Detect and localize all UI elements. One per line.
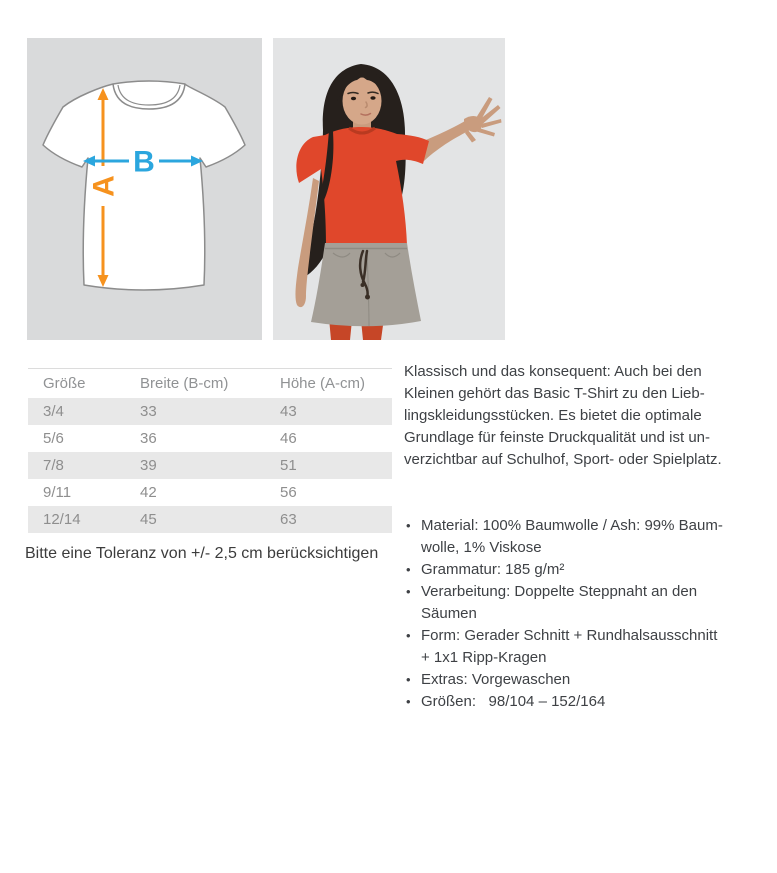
drawstring-bead-1 [365, 295, 370, 300]
feature-line: Verarbeitung: Doppelte Steppnaht an den [421, 583, 698, 600]
tolerance-note: Bitte eine Toleranz von +/- 2,5 cm berücksichtigen [25, 545, 379, 562]
column-header-groesse: Größe [28, 369, 125, 399]
table-cell-height: 56 [265, 479, 392, 506]
description-line: verzichtbar auf Schulhof, Sport- oder Spielplatz. [404, 451, 722, 468]
column-header-breite: Breite (B-cm) [125, 369, 265, 399]
description-line: Kleinen gehört das Basic T-Shirt zu den Lieb- [404, 385, 705, 402]
drawstring-bead-2 [361, 283, 365, 287]
description-line: Grundlage für feinste Druckqualität und ist un- [404, 429, 710, 446]
table-cell-width: 39 [125, 452, 265, 479]
feature-line: Form: Gerader Schnitt + Rundhalsausschnitt [421, 627, 718, 644]
feature-line: Material: 100% Baumwolle / Ash: 99% Baum- [421, 517, 723, 534]
bullet-dot: • [406, 694, 411, 709]
arrow-b-line-right [159, 160, 193, 163]
feature-item-verarbeitung [404, 581, 769, 625]
column-header-hoehe: Höhe (A-cm) [265, 369, 392, 399]
table-cell-width: 36 [125, 425, 265, 452]
bullet-dot: • [406, 518, 411, 533]
feature-item-extras [404, 669, 769, 691]
table-cell-size: 3/4 [28, 398, 125, 425]
left-eye [351, 97, 356, 100]
feature-item-grammatur [404, 559, 769, 581]
description-intro [404, 361, 769, 471]
feature-item-material [404, 515, 769, 559]
bullet-dot: • [406, 672, 411, 687]
table-cell-height: 51 [265, 452, 392, 479]
feature-line: Größen: 98/104 – 152/164 [421, 693, 606, 710]
table-cell-width: 42 [125, 479, 265, 506]
feature-line: Grammatur: 185 g/m² [421, 561, 565, 578]
feature-line: Extras: Vorgewaschen [421, 671, 571, 688]
table-cell-size: 5/6 [28, 425, 125, 452]
size-diagram-panel [27, 38, 262, 340]
feature-line: wolle, 1% Viskose [421, 539, 542, 556]
label-a: A [87, 175, 121, 197]
arrow-b-line-left [93, 160, 129, 163]
product-description [404, 361, 769, 713]
table-row [28, 398, 392, 425]
table-row [28, 506, 392, 533]
size-diagram [27, 38, 262, 340]
denim-skirt [311, 243, 421, 326]
description-line: Klassisch und das konsequent: Auch bei den [404, 363, 702, 380]
size-table [28, 368, 392, 533]
table-row [28, 425, 392, 452]
arrow-a-line-bottom [102, 206, 105, 278]
table-cell-width: 33 [125, 398, 265, 425]
product-photo-panel [273, 38, 505, 340]
feature-item-form [404, 625, 769, 669]
right-eye [370, 96, 375, 99]
table-cell-width: 45 [125, 506, 265, 533]
size-table-header-row [28, 369, 392, 399]
table-cell-height: 43 [265, 398, 392, 425]
arrow-a-line-top [102, 98, 105, 166]
child-model-photo [273, 38, 505, 340]
feature-item-groessen [404, 691, 769, 713]
table-row [28, 452, 392, 479]
feature-line: Säumen [421, 605, 477, 622]
table-cell-height: 46 [265, 425, 392, 452]
feature-line: + 1x1 Ripp-Kragen [421, 649, 547, 666]
table-cell-height: 63 [265, 506, 392, 533]
bullet-dot: • [406, 584, 411, 599]
table-cell-size: 9/11 [28, 479, 125, 506]
table-cell-size: 12/14 [28, 506, 125, 533]
description-line: lingskleidungsstücken. Es bietet die optimale [404, 407, 702, 424]
bullet-dot: • [406, 562, 411, 577]
table-row [28, 479, 392, 506]
bullet-dot: • [406, 628, 411, 643]
feature-list [404, 515, 769, 713]
label-b: B [133, 145, 155, 179]
table-cell-size: 7/8 [28, 452, 125, 479]
